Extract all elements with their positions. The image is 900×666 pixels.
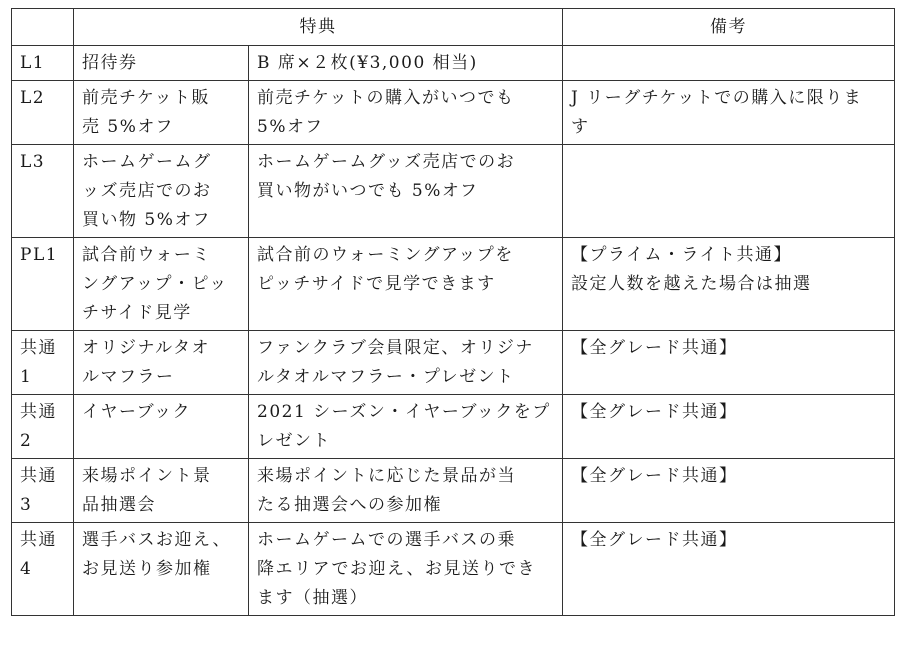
row-code-cell: 共通 4 (12, 523, 74, 616)
row-detail-cell: 来場ポイントに応じた景品が当 たる抽選会への参加権 (249, 459, 563, 523)
header-code-cell (12, 9, 74, 46)
row-name-cell: 前売チケット販 売 5%オフ (74, 81, 249, 145)
row-detail-cell: ファンクラブ会員限定、オリジナ ルタオルマフラー・プレゼント (249, 331, 563, 395)
row-detail-cell: 試合前のウォーミングアップを ピッチサイドで見学できます (249, 238, 563, 331)
row-code-cell: PL1 (12, 238, 74, 331)
table-row (12, 459, 895, 523)
table-body (12, 46, 895, 616)
table-row (12, 145, 895, 238)
table-row (12, 395, 895, 459)
row-code-cell: 共通 3 (12, 459, 74, 523)
row-code-cell: 共通 1 (12, 331, 74, 395)
row-note-cell: 【全グレード共通】 (563, 523, 895, 616)
row-name-cell: オリジナルタオ ルマフラー (74, 331, 249, 395)
row-detail-cell: B 席×２枚(¥3,000 相当) (249, 46, 563, 81)
header-benefit-cell: 特典 (74, 9, 563, 46)
header-note-cell: 備考 (563, 9, 895, 46)
table-row (12, 46, 895, 81)
table-row (12, 238, 895, 331)
row-detail-cell: 2021 シーズン・イヤーブックをプ レゼント (249, 395, 563, 459)
row-note-cell: 【全グレード共通】 (563, 395, 895, 459)
row-detail-cell: ホームゲームでの選手バスの乗 降エリアでお迎え、お見送りでき ます（抽選） (249, 523, 563, 616)
row-note-cell (563, 145, 895, 238)
row-note-cell (563, 46, 895, 81)
row-name-cell: イヤーブック (74, 395, 249, 459)
row-code-cell: L1 (12, 46, 74, 81)
table-header (12, 9, 895, 46)
row-code-cell: L2 (12, 81, 74, 145)
row-note-cell: J リーグチケットでの購入に限りま す (563, 81, 895, 145)
table-row (12, 331, 895, 395)
row-name-cell: 選手バスお迎え、 お見送り参加権 (74, 523, 249, 616)
row-name-cell: 試合前ウォーミ ングアップ・ピッ チサイド見学 (74, 238, 249, 331)
row-detail-cell: 前売チケットの購入がいつでも 5%オフ (249, 81, 563, 145)
row-name-cell: ホームゲームグ ッズ売店でのお 買い物 5%オフ (74, 145, 249, 238)
row-code-cell: 共通 2 (12, 395, 74, 459)
table-row (12, 81, 895, 145)
row-detail-cell: ホームゲームグッズ売店でのお 買い物がいつでも 5%オフ (249, 145, 563, 238)
row-note-cell: 【プライム・ライト共通】 設定人数を越えた場合は抽選 (563, 238, 895, 331)
row-code-cell: L3 (12, 145, 74, 238)
row-note-cell: 【全グレード共通】 (563, 459, 895, 523)
header-row (12, 9, 895, 46)
benefits-table (11, 8, 895, 616)
row-name-cell: 招待券 (74, 46, 249, 81)
table-row (12, 523, 895, 616)
row-note-cell: 【全グレード共通】 (563, 331, 895, 395)
row-name-cell: 来場ポイント景 品抽選会 (74, 459, 249, 523)
